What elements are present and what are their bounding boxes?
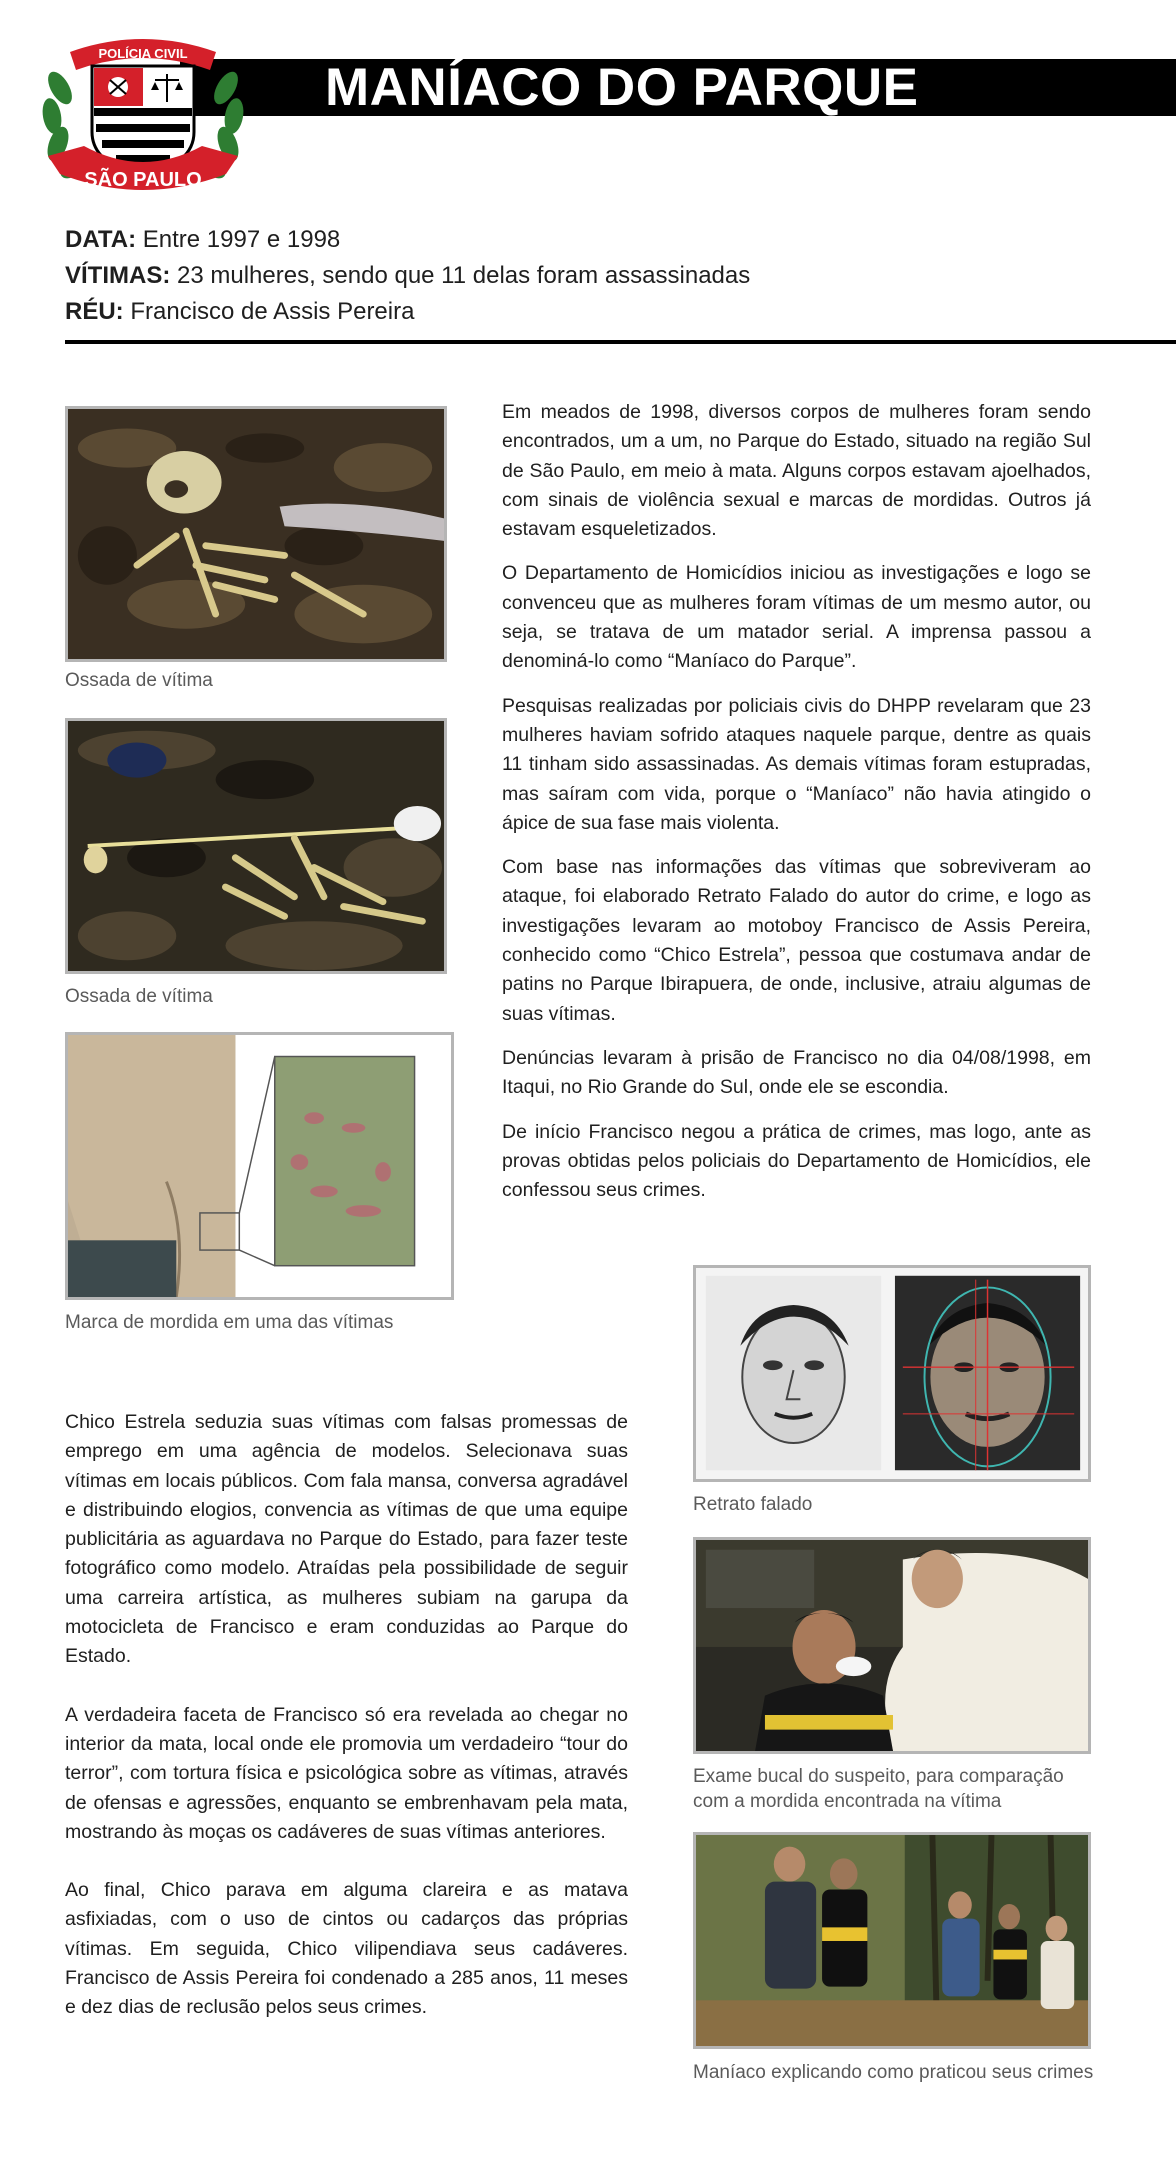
paragraph: Em meados de 1998, diversos corpos de mulheres foram sendo encontrados, um a um, no Parque do Estado, situado na região Sul de São Paulo, em meio à mata. Alguns corpos estavam ajoelhados, com sinais de violência sexual e marcas de mordidas. Outros já estavam esqueletizados. [502, 401, 1091, 541]
logo-top-text: POLÍCIA CIVIL [98, 46, 188, 61]
fact-defendant-value: Francisco de Assis Pereira [130, 298, 415, 325]
paragraph: O Departamento de Homicídios iniciou as investigações e logo se convenceu que as mulheres foram vítimas de um mesmo autor, ou seja, se tratava de um matador serial. A imprensa passou a denominá-lo como “Maníaco do Parque”. [502, 562, 1091, 673]
caption-skeleton-1: Ossada de vítima [65, 670, 213, 691]
caption-crime-reconstruction: Maníaco explicando como praticou seus crimes [693, 2062, 1094, 2083]
section-divider [65, 340, 1176, 344]
fact-date-value: Entre 1997 e 1998 [142, 226, 341, 253]
fact-victims-value: 23 mulheres, sendo que 11 delas foram assassinadas [177, 262, 751, 289]
photo-crime-reconstruction [693, 1832, 1091, 2049]
policia-civil-logo [30, 28, 256, 194]
photo-bite-mark [65, 1032, 454, 1300]
caption-dental-exam-line1: Exame bucal do suspeito, para comparação [693, 1766, 1064, 1787]
article-text-left [65, 1408, 628, 2052]
fact-date [65, 222, 750, 258]
paragraph: Chico Estrela seduzia suas vítimas com falsas promessas de emprego em uma agência de modelos. Selecionava suas vítimas em locais públicos. Com fala mansa, conversa agradável e distribuindo elogios, convencia as vítimas de que uma equipe publicitária as aguardava no Parque do Estado, para fazer teste fotográfico como modelo. Atraídas pela possibilidade de seguir uma carreira artística, as mulheres subiam na garupa da motocicleta de Francisco e eram conduzidas ao Parque do Estado. [65, 1411, 628, 1668]
fact-date-label: DATA: [65, 226, 137, 253]
page-title: MANÍACO DO PARQUE [325, 58, 919, 117]
photo-composite-sketch [693, 1265, 1091, 1482]
caption-composite-sketch: Retrato falado [693, 1494, 813, 1515]
caption-skeleton-2: Ossada de vítima [65, 986, 213, 1007]
fact-victims-label: VÍTIMAS: [65, 262, 171, 289]
photo-skeleton-2 [65, 718, 447, 974]
logo-bottom-text: SÃO PAULO [84, 169, 202, 191]
caption-dental-exam-line2: com a mordida encontrada na vítima [693, 1791, 1002, 1812]
paragraph: Denúncias levaram à prisão de Francisco no dia 04/08/1998, em Itaqui, no Rio Grande do Sul, onde ele se escondia. [502, 1046, 1091, 1099]
case-facts [65, 222, 750, 330]
paragraph: A verdadeira faceta de Francisco só era revelada ao chegar no interior da mata, local onde ele promovia um verdadeiro “tour do terror”, com tortura física e psicológica sobre as vítimas, através de ofensas e agressões, enquanto se embrenhavam pela mata, mostrando às moças os cadáveres de suas vítimas anteriores. [65, 1703, 628, 1843]
caption-bite-mark: Marca de mordida em uma das vítimas [65, 1312, 394, 1333]
article-text-right [502, 398, 1091, 1220]
fact-victims [65, 258, 750, 294]
photo-dental-exam [693, 1537, 1091, 1754]
fact-defendant [65, 294, 750, 330]
title-banner [180, 59, 1176, 116]
paragraph: De início Francisco negou a prática de crimes, mas logo, ante as provas obtidas pelos policiais do Departamento de Homicídios, ele confessou seus crimes. [502, 1120, 1091, 1202]
paragraph: Com base nas informações das vítimas que sobreviveram ao ataque, foi elaborado Retrato Falado do autor do crime, e logo as investigações levaram ao motoboy Francisco de Assis Pereira, conhecido como “Chico Estrela”, pessoa que costumava andar de patins no Parque Ibirapuera, de onde, inclusive, atraiu algumas de suas vítimas. [502, 856, 1091, 1025]
photo-skeleton-1 [65, 406, 447, 662]
fact-defendant-label: RÉU: [65, 298, 124, 325]
paragraph: Pesquisas realizadas por policiais civis do DHPP revelaram que 23 mulheres haviam sofrido ataques naquele parque, dentre as quais 11 tinham sido assassinadas. As demais vítimas foram estupradas, mas saíram com vida, porque o “Maníaco” não havia atingido o ápice de sua fase mais violenta. [502, 694, 1091, 834]
paragraph: Ao final, Chico parava em alguma clareira e as matava asfixiadas, com o uso de cintos ou cadarços das próprias vítimas. Em seguida, Chico vilipendiava seus cadáveres. Francisco de Assis Pereira foi condenado a 285 anos, 11 meses e dez dias de reclusão pelos seus crimes. [65, 1879, 628, 2019]
caption-dental-exam [693, 1764, 1064, 1814]
